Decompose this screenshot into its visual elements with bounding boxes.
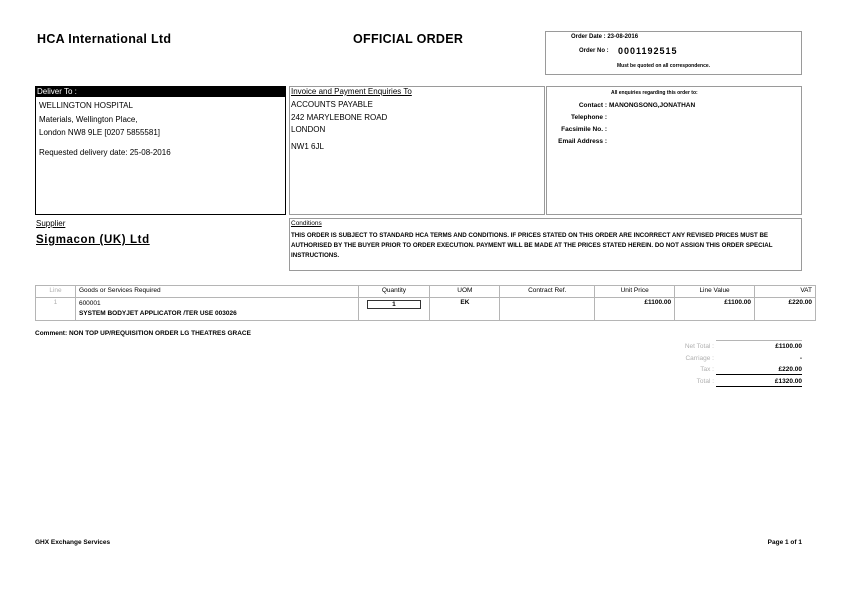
- row-contract-ref: [500, 298, 595, 321]
- document-title: OFFICIAL ORDER: [353, 32, 464, 46]
- order-comment: Comment: NON TOP UP/REQUISITION ORDER LG THEATRES GRACE: [35, 330, 251, 337]
- contact-value: MANONGSONG,JONATHAN: [609, 102, 696, 109]
- order-date: Order Date : 23-08-2016: [571, 34, 639, 40]
- footer-left: GHX Exchange Services: [35, 539, 111, 546]
- invoice-line-1: ACCOUNTS PAYABLE: [291, 100, 373, 109]
- quote-note: Must be quoted on all correspondence.: [617, 63, 711, 69]
- order-number: 0001192515: [618, 46, 678, 56]
- tax-label: Tax :: [700, 366, 714, 373]
- col-uom: UOM: [430, 286, 500, 298]
- company-name: HCA International Ltd: [37, 32, 172, 46]
- telephone-label: Telephone :: [571, 114, 607, 121]
- deliver-to-heading: Deliver To :: [36, 87, 285, 97]
- carriage-value: -: [799, 354, 802, 362]
- row-item-description: SYSTEM BODYJET APPLICATOR /TER USE 003026: [78, 310, 237, 317]
- requested-delivery-date: Requested delivery date: 25-08-2016: [39, 147, 171, 157]
- deliver-line-1: WELLINGTON HOSPITAL: [39, 101, 133, 110]
- conditions-text: THIS ORDER IS SUBJECT TO STANDARD HCA TERMS AND CONDITIONS. IF PRICES STATED ON THIS ORDER ARE INCORRECT ANY REVISED PRICES MUST BE AUTHORISED BY THE BUYER PRIOR TO ORDER EXECUTION. PAYMENT WILL BE MADE AT THE PRICES STATED HEREIN. DO NOT ASSIGN THIS ORDER SPECIAL INSTRUCTIONS.: [291, 232, 773, 259]
- deliver-line-2: Materials, Wellington Place,: [39, 114, 138, 124]
- tax-value: £220.00: [778, 366, 802, 373]
- row-goods: [75, 298, 358, 321]
- col-goods: Goods or Services Required: [75, 286, 358, 298]
- invoice-heading: Invoice and Payment Enquiries To: [291, 87, 412, 96]
- row-item-code: 600001: [78, 300, 101, 307]
- col-quantity: Quantity: [358, 286, 430, 298]
- invoice-line-3: LONDON: [291, 125, 326, 134]
- col-contract-ref: Contract Ref.: [500, 286, 595, 298]
- row-vat: £220.00: [755, 298, 816, 321]
- total-bottom-rule: [716, 386, 802, 387]
- row-line-value: £1100.00: [675, 298, 755, 321]
- facsimile-label: Facsimile No. :: [561, 126, 607, 133]
- col-vat: VAT: [755, 286, 816, 298]
- row-quantity-cell: [358, 298, 430, 321]
- table-row: [36, 298, 816, 321]
- deliver-to-box: [35, 86, 286, 215]
- carriage-label: Carriage :: [685, 354, 714, 362]
- row-unit-price: £1100.00: [595, 298, 675, 321]
- col-unit-price: Unit Price: [595, 286, 675, 298]
- enquiries-box: [546, 86, 802, 215]
- net-total-value: £1100.00: [775, 343, 802, 350]
- invoice-line-2: 242 MARYLEBONE ROAD: [291, 112, 388, 122]
- conditions-heading: Conditions: [291, 220, 322, 227]
- supplier-heading: Supplier: [36, 219, 66, 228]
- total-value: £1320.00: [774, 377, 802, 385]
- order-info-box: [545, 31, 802, 75]
- net-total-rule: [716, 340, 802, 341]
- row-quantity: 1: [367, 300, 422, 309]
- order-no-label: Order No :: [579, 48, 609, 54]
- table-header-row: [36, 286, 816, 298]
- contact-label: Contact :: [578, 102, 607, 109]
- email-label: Email Address :: [558, 138, 607, 145]
- order-lines-table: [35, 285, 816, 321]
- deliver-line-3: London NW8 9LE [0207 5855581]: [39, 128, 160, 137]
- invoice-box: [289, 86, 545, 215]
- row-line-number: 1: [36, 298, 76, 321]
- page-number: Page 1 of 1: [767, 539, 802, 546]
- enquiries-heading: All enquiries regarding this order to:: [611, 90, 698, 96]
- invoice-line-4: NW1 6JL: [291, 141, 324, 151]
- net-total-label: Net Total :: [684, 343, 714, 350]
- total-label: Total :: [696, 377, 714, 385]
- conditions-box: [289, 218, 802, 271]
- supplier-name: Sigmacon (UK) Ltd: [36, 234, 150, 246]
- col-line-value: Line Value: [675, 286, 755, 298]
- total-top-rule: [716, 374, 802, 375]
- col-line: Line: [36, 286, 76, 298]
- row-uom: EK: [430, 298, 500, 321]
